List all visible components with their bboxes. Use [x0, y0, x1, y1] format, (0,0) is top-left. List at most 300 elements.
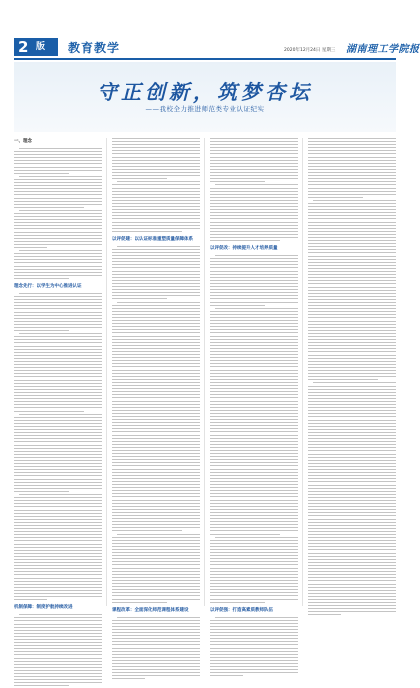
body-text-line — [210, 469, 298, 470]
body-text-line — [210, 475, 298, 476]
body-text-line — [19, 176, 102, 177]
body-text-line — [14, 460, 102, 461]
body-text-line — [210, 413, 298, 414]
body-text-line — [14, 157, 102, 158]
body-text-line — [112, 144, 200, 145]
body-text-line — [14, 642, 102, 643]
body-text-line — [14, 364, 102, 365]
body-text-line — [112, 345, 200, 346]
body-text-line — [14, 201, 102, 202]
body-text-line — [14, 296, 102, 297]
body-text-line — [112, 438, 200, 439]
body-text-line — [14, 617, 102, 618]
body-text-line — [112, 660, 200, 661]
body-text-line — [14, 441, 102, 442]
body-text-line — [210, 289, 298, 290]
body-text-line — [117, 181, 200, 182]
body-text-line — [112, 329, 200, 330]
body-text-line — [210, 540, 298, 541]
body-text-line — [112, 543, 200, 544]
body-text-line — [14, 253, 102, 254]
body-text-line — [308, 166, 396, 167]
body-text-line — [308, 602, 396, 603]
body-text-line — [308, 432, 396, 433]
body-text-line — [112, 166, 200, 167]
body-text-line — [112, 465, 200, 466]
body-text-line — [14, 207, 84, 208]
body-text-line — [14, 627, 102, 628]
body-text-line — [215, 184, 298, 185]
body-text-line — [308, 416, 396, 417]
body-text-line — [14, 531, 102, 532]
body-text-line — [14, 272, 102, 273]
body-text-line — [210, 503, 298, 504]
body-text-line — [112, 552, 200, 553]
body-text-line — [308, 525, 396, 526]
body-text-line — [308, 435, 396, 436]
body-text-line — [112, 595, 200, 596]
body-text-line — [112, 503, 200, 504]
body-text-line — [308, 537, 396, 538]
body-text-line — [14, 522, 102, 523]
body-text-line — [210, 169, 298, 170]
body-text-line — [210, 323, 298, 324]
body-text-line — [210, 561, 298, 562]
body-text-line — [14, 423, 102, 424]
body-text-line — [308, 398, 396, 399]
body-text-line — [14, 213, 102, 214]
body-text-line — [112, 456, 200, 457]
body-text-line — [112, 558, 200, 559]
body-text-line — [210, 231, 298, 232]
body-text-line — [112, 472, 200, 473]
body-text-line — [308, 580, 396, 581]
body-text-line — [308, 271, 396, 272]
body-text-line — [14, 420, 102, 421]
body-text-line — [210, 487, 298, 488]
body-text-line — [210, 669, 298, 670]
body-text-line — [210, 472, 298, 473]
body-text-line — [14, 429, 102, 430]
body-text-line — [308, 197, 363, 198]
body-text-line — [308, 351, 396, 352]
body-text-line — [14, 639, 102, 640]
body-text-line — [14, 565, 102, 566]
body-text-line — [210, 295, 298, 296]
body-text-line — [215, 537, 298, 538]
body-text-line — [210, 438, 298, 439]
body-text-line — [14, 664, 102, 665]
body-text-line — [112, 249, 200, 250]
body-text-line — [14, 636, 102, 637]
body-text-line — [112, 172, 200, 173]
body-text-line — [14, 679, 102, 680]
body-text-line — [210, 524, 298, 525]
body-text-line — [112, 320, 200, 321]
sub-heading: 以评促建：以认证标准重塑质量保障体系 — [112, 236, 193, 242]
body-text-line — [14, 537, 102, 538]
body-text-line — [308, 287, 396, 288]
body-text-line — [14, 581, 102, 582]
body-text-line — [210, 264, 298, 265]
body-text-line — [14, 451, 102, 452]
body-text-line — [308, 293, 396, 294]
body-text-line — [112, 252, 200, 253]
body-text-line — [14, 667, 102, 668]
body-text-line — [14, 568, 102, 569]
body-text-line — [112, 602, 167, 603]
sub-heading: 机制保障：制度护航持续改进 — [14, 605, 73, 611]
body-text-line — [308, 386, 396, 387]
body-text-line — [308, 429, 396, 430]
body-text-line — [14, 315, 102, 316]
body-text-line — [210, 376, 298, 377]
body-text-line — [112, 635, 200, 636]
body-text-line — [308, 367, 396, 368]
body-text-line — [308, 144, 396, 145]
body-text-line — [308, 540, 396, 541]
body-text-line — [210, 635, 298, 636]
body-text-line — [308, 587, 396, 588]
body-text-line — [210, 660, 298, 661]
body-text-line — [210, 441, 298, 442]
body-text-line — [112, 574, 200, 575]
body-text-line — [210, 530, 298, 531]
body-text-line — [308, 321, 396, 322]
body-text-line — [210, 599, 298, 600]
body-text-line — [210, 641, 298, 642]
body-text-line — [210, 166, 298, 167]
body-text-line — [210, 206, 298, 207]
body-text-line — [112, 255, 200, 256]
body-text-line — [308, 373, 396, 374]
body-text-line — [210, 651, 298, 652]
body-text-line — [112, 568, 200, 569]
body-text-line — [308, 188, 396, 189]
body-text-line — [112, 496, 200, 497]
body-text-line — [308, 565, 396, 566]
body-text-line — [210, 568, 298, 569]
article-column-1 — [14, 138, 102, 688]
body-text-line — [14, 519, 102, 520]
body-text-line — [210, 138, 298, 139]
body-text-line — [112, 475, 200, 476]
body-text-line — [210, 188, 298, 189]
body-text-line — [210, 203, 298, 204]
body-text-line — [14, 219, 102, 220]
body-text-line — [210, 357, 298, 358]
body-text-line — [210, 456, 298, 457]
body-text-line — [112, 388, 200, 389]
body-text-line — [112, 197, 200, 198]
body-text-line — [14, 571, 102, 572]
body-text-line — [210, 534, 280, 535]
body-text-line — [112, 416, 200, 417]
body-text-line — [308, 553, 396, 554]
body-text-line — [112, 626, 200, 627]
body-text-line — [112, 620, 200, 621]
body-text-line — [210, 212, 298, 213]
body-text-line — [112, 360, 200, 361]
article-column-3 — [210, 138, 298, 678]
body-text-line — [112, 267, 200, 268]
body-text-line — [112, 422, 200, 423]
masthead — [14, 38, 420, 58]
body-text-line — [308, 423, 396, 424]
body-text-line — [14, 358, 102, 359]
body-text-line — [308, 314, 396, 315]
body-text-line — [14, 553, 102, 554]
body-text-line — [112, 657, 200, 658]
body-text-line — [14, 559, 102, 560]
body-text-line — [308, 259, 396, 260]
body-text-line — [117, 246, 200, 247]
body-text-line — [308, 528, 396, 529]
body-text-line — [210, 512, 298, 513]
body-text-line — [112, 450, 200, 451]
body-text-line — [308, 556, 396, 557]
body-text-line — [14, 154, 102, 155]
body-text-line — [112, 648, 200, 649]
body-text-line — [210, 178, 298, 179]
body-text-line — [14, 658, 102, 659]
body-text-line — [210, 302, 298, 303]
body-text-line — [308, 348, 396, 349]
body-text-line — [112, 571, 200, 572]
body-text-line — [112, 397, 200, 398]
body-text-line — [308, 497, 396, 498]
body-text-line — [210, 431, 298, 432]
body-text-line — [14, 355, 102, 356]
body-text-line — [210, 388, 298, 389]
body-text-line — [210, 354, 298, 355]
body-text-line — [14, 426, 102, 427]
body-text-line — [308, 469, 396, 470]
body-text-line — [308, 246, 396, 247]
body-text-line — [210, 314, 298, 315]
body-text-line — [14, 170, 102, 171]
body-text-line — [14, 339, 102, 340]
body-text-line — [210, 586, 298, 587]
sub-heading: 以评促强：打造高素质教师队伍 — [210, 607, 273, 613]
body-text-line — [308, 512, 396, 513]
body-text-line — [112, 549, 200, 550]
body-text-line — [14, 411, 84, 412]
body-text-line — [308, 534, 396, 535]
body-text-line — [210, 546, 298, 547]
body-text-line — [210, 462, 298, 463]
body-text-line — [112, 169, 200, 170]
body-text-line — [308, 395, 396, 396]
body-text-line — [210, 271, 298, 272]
body-text-line — [210, 428, 298, 429]
body-text-line — [210, 363, 298, 364]
body-text-line — [112, 459, 200, 460]
sub-heading: 理念先行：以学生为中心推进认证 — [14, 283, 82, 289]
body-text-line — [308, 463, 396, 464]
body-text-line — [210, 394, 298, 395]
body-text-line — [210, 222, 298, 223]
body-text-line — [210, 283, 298, 284]
body-text-line — [308, 571, 396, 572]
body-text-line — [14, 349, 102, 350]
body-text-line — [14, 448, 102, 449]
body-text-line — [14, 204, 102, 205]
body-text-line — [112, 271, 200, 272]
body-text-line — [210, 549, 298, 550]
body-text-line — [112, 632, 200, 633]
body-text-line — [210, 320, 298, 321]
body-text-line — [210, 577, 298, 578]
body-text-line — [308, 491, 396, 492]
body-text-line — [308, 191, 396, 192]
body-text-line — [308, 277, 396, 278]
body-text-line — [14, 482, 102, 483]
body-text-line — [14, 469, 102, 470]
body-text-line — [210, 280, 298, 281]
body-text-line — [112, 286, 200, 287]
body-text-line — [112, 577, 200, 578]
body-text-line — [210, 410, 298, 411]
body-text-line — [210, 459, 298, 460]
body-text-line — [210, 360, 298, 361]
body-text-line — [210, 521, 298, 522]
body-text-line — [210, 326, 298, 327]
body-text-line — [210, 543, 298, 544]
body-text-line — [308, 478, 396, 479]
body-text-line — [112, 222, 200, 223]
body-text-line — [112, 379, 200, 380]
body-text-line — [112, 385, 200, 386]
body-text-line — [14, 596, 102, 597]
body-text-line — [14, 185, 102, 186]
body-text-line — [313, 200, 396, 201]
body-text-line — [112, 469, 200, 470]
body-text-line — [112, 484, 200, 485]
body-text-line — [112, 478, 200, 479]
body-text-line — [210, 258, 298, 259]
body-text-line — [14, 685, 69, 686]
body-text-line — [14, 648, 102, 649]
body-text-line — [112, 280, 200, 281]
body-text-line — [308, 330, 396, 331]
body-text-line — [112, 431, 200, 432]
body-text-line — [117, 302, 200, 303]
edition-badge — [14, 38, 58, 56]
body-text-line — [112, 283, 200, 284]
body-text-line — [210, 172, 298, 173]
body-text-line — [210, 401, 298, 402]
body-text-line — [210, 261, 298, 262]
body-text-line — [14, 191, 102, 192]
body-text-line — [112, 370, 200, 371]
body-text-line — [210, 620, 298, 621]
body-text-line — [14, 556, 102, 557]
body-text-line — [308, 420, 396, 421]
body-text-line — [308, 361, 396, 362]
body-text-line — [112, 500, 200, 501]
body-text-line — [210, 629, 298, 630]
body-text-line — [308, 596, 396, 597]
body-text-line — [112, 163, 200, 164]
body-text-line — [308, 438, 396, 439]
body-text-line — [14, 383, 102, 384]
body-text-line — [308, 401, 396, 402]
body-text-line — [112, 332, 200, 333]
body-text-line — [308, 308, 396, 309]
body-text-line — [210, 298, 298, 299]
body-text-line — [112, 527, 200, 528]
body-text-line — [14, 352, 102, 353]
body-text-line — [14, 525, 102, 526]
body-text-line — [210, 150, 298, 151]
body-text-line — [210, 391, 298, 392]
body-text-line — [14, 376, 102, 377]
body-text-line — [308, 549, 396, 550]
body-text-line — [14, 222, 102, 223]
body-text-line — [14, 179, 102, 180]
body-text-line — [112, 317, 200, 318]
body-text-line — [112, 564, 200, 565]
body-text-line — [308, 574, 396, 575]
body-text-line — [112, 311, 200, 312]
column-divider — [204, 138, 205, 606]
body-text-line — [210, 632, 298, 633]
body-text-line — [19, 614, 102, 615]
body-text-line — [210, 240, 280, 241]
body-text-line — [308, 283, 396, 284]
body-text-line — [14, 584, 102, 585]
body-text-line — [210, 648, 298, 649]
body-text-line — [308, 494, 396, 495]
body-text-line — [210, 215, 298, 216]
body-text-line — [112, 444, 200, 445]
body-text-line — [308, 562, 396, 563]
body-text-line — [14, 275, 102, 276]
body-text-line — [308, 342, 396, 343]
body-text-line — [112, 178, 167, 179]
body-text-line — [210, 191, 298, 192]
body-text-line — [210, 274, 298, 275]
body-text-line — [14, 510, 102, 511]
body-text-line — [14, 216, 102, 217]
body-text-line — [112, 175, 200, 176]
body-text-line — [112, 153, 200, 154]
body-text-line — [14, 651, 102, 652]
body-text-line — [210, 370, 298, 371]
body-text-line — [308, 407, 396, 408]
body-text-line — [112, 675, 200, 676]
body-text-line — [14, 247, 47, 248]
newspaper-title: 湖南理工学院报 — [346, 44, 420, 55]
body-text-line — [112, 413, 200, 414]
body-text-line — [14, 269, 102, 270]
body-text-line — [112, 428, 200, 429]
body-text-line — [308, 327, 396, 328]
body-text-line — [210, 225, 298, 226]
body-text-line — [14, 475, 102, 476]
body-text-line — [14, 228, 102, 229]
body-text-line — [210, 663, 298, 664]
body-text-line — [308, 252, 396, 253]
body-text-line — [308, 218, 396, 219]
sub-heading: 以评促改：持续提升人才培养质量 — [210, 246, 278, 252]
body-text-line — [19, 414, 102, 415]
body-text-line — [210, 644, 298, 645]
body-text-line — [308, 389, 396, 390]
body-text-line — [112, 373, 200, 374]
body-text-line — [19, 250, 102, 251]
